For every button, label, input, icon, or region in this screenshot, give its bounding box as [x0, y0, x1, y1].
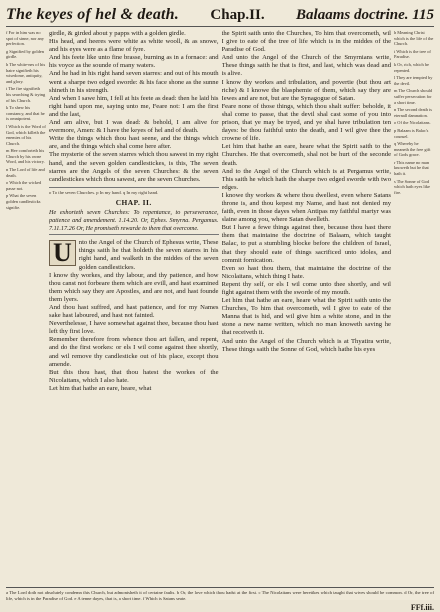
margin-note: m The Church should suffer persecution for a short time.: [394, 88, 433, 105]
verse-text: Even so hast thou them, that maintaine the doctrine of the Nicolaitans, which thing I hate.: [221, 264, 391, 280]
margin-note: k Or, rich, which he repented.: [394, 61, 429, 73]
running-title-right: Balaams doctrine. 115: [296, 7, 434, 23]
verse: [222, 265, 392, 281]
verse-text: Remember therefore from whence thou art fallen, and repent, and do the first workes: or els I wil come against thee shortly, and wil remove thy candlesticke out of his place, except thou amende.: [49, 336, 219, 368]
verse-text: And unto the Angel of the Church of the Smyrnians write, These things saith he that is first, and last, which was dead and is alive.: [221, 54, 391, 78]
verse-text: girdle, & girded about y papps with a golden girdle.: [49, 30, 186, 37]
running-header: [6, 6, 434, 27]
verse: [49, 369, 219, 385]
verse: [222, 143, 392, 167]
page-footnotes: a The Lord doth not absolutely condemn this Church, but admonisheth it of certaine faults. b Or, the love which thou hadst at the first. c The Nicolaitans were heretikes which taught that wives should be common. d Or, the tree of life, which is in the Paradise of God. e A tenne dayes, that is, a short time. f Which is Satans seate.: [6, 587, 434, 601]
verse: [49, 30, 219, 38]
verse: [222, 297, 392, 337]
verse: [222, 168, 392, 192]
margin-note: h The white-nes of his haire signifieth his wisedome, antiquity, and glory.: [6, 61, 46, 84]
verse: [49, 272, 219, 304]
margin-note: i Which is the tree of Paradise.: [394, 48, 431, 60]
verse-text: I knowe thy workes & where thou dwellest, even where Satans throne is, and thou kepest my Name, and hast not denied my faith, even in those dayes when Antipas my faithful martyr was slaine among you, where Satan dwelleth.: [221, 191, 391, 224]
margin-note: m Hee comforteth his Church by his owne Word, and his victory.: [6, 148, 45, 165]
margin-note: n The second death is eternall damnation.: [394, 107, 432, 118]
verse-text: And am alive, but I was dead: & behold, I am alive for evermore, Amen: & I have the keyes of hel and of death.: [49, 119, 219, 135]
verse: [222, 224, 392, 264]
margin-note: f For in him was no spot of sinne, nor any perfection.: [6, 30, 44, 47]
margin-note: o Of the Nicolaitans.: [394, 120, 431, 126]
verse: [222, 54, 392, 78]
margin-note: n The Lord of life and death.: [6, 167, 45, 178]
column-left: [49, 30, 219, 585]
verse: [49, 38, 219, 54]
verse-text: Repent thy self, or els I wil come unto thee shortly, and wil fight against them with the sworde of my mouth.: [221, 280, 391, 296]
running-chapter: Chap.II.: [210, 7, 265, 23]
verse: [49, 239, 219, 271]
verse-text: And he had in his right hand seven starres: and out of his mouth went a sharpe two edged sworde: & his face shone as the sunne shineth in his strength.: [49, 70, 219, 94]
verse-text: But this thou hast, that thou hatest the workes of the Nicolaitans, which I also hate.: [49, 368, 219, 384]
margin-note: i The fire signifieth his searching & trying of his Church.: [6, 86, 46, 103]
margin-note: q Whereby he meaneth the free gift of Gods grace.: [394, 141, 431, 158]
verse: [49, 119, 219, 135]
verse: [49, 70, 219, 94]
verse-text: His head, and heeres were white as white wooll, & as snowe, and his eyes were as a flame of fyre.: [49, 38, 219, 54]
verse: [49, 320, 219, 336]
chapter-argument: He exhorteth seven Churches: To repentance, to perseverance, patience and amendement. 1.14.20. Or, Ephes. Smyrna. Pergamus. 7.11.17.26 Or, He promiseth rewarde to them that overcome.: [49, 209, 219, 235]
verse: [49, 385, 219, 393]
column-footnote: o To the seven Churches. p In my hand. q In my right hand.: [49, 187, 219, 196]
drop-cap: U: [49, 240, 76, 266]
verse: [49, 54, 219, 70]
margin-note: p Balaam is Balac's counsel.: [394, 127, 429, 139]
running-title-left: The keyes of hel & death.: [6, 6, 179, 23]
margin-note: s The Sonne of God which hath eyes like fire.: [394, 178, 430, 195]
verse: [49, 336, 219, 368]
verse: [49, 151, 219, 183]
margin-note: p What the seven golden candlesticks signifie.: [6, 193, 41, 210]
verse-text: But I have a fewe things against thee, because thou hast there them that maintaine the doctrine of Balaam, which taught Balac, to put a stumbling blocke before the children of Israel, that they should eate of things sacrificed unto idoles, and commit fornication.: [221, 224, 391, 264]
verse-text: Let him that hathe an eare, heare what the Spirit saith to the Churches. He that overcometh, shal not be hurt of the seconde death.: [221, 143, 391, 167]
verse: [49, 135, 219, 151]
verse-text: The mysterie of the seven starres which thou sawest in my right hand, and the seven golden candlestickes, is this, The seven starres are the Angels of the seven Churches: & the seven candlestickes which thou sawest, are the seven Churches.: [49, 151, 219, 183]
margin-note: r This name no man knoweth but he that hath it.: [394, 159, 430, 177]
margin-note: h Meaning Christ which is the life of the Church.: [394, 30, 434, 47]
margin-note: l Which is the Word of God, which killeth the enemies of his Church.: [6, 123, 46, 146]
verse: [222, 103, 392, 143]
verse-text: And unto the Angel of the Church which is at Thyatira write, These things saith the Sonne of God, which hathe his eyes: [221, 337, 391, 353]
verse: [49, 95, 219, 119]
verse-text: And to the Angel of the Church which is at Pergamus write, This saith he which hath the sharpe two edged sworde with two edges.: [221, 167, 391, 191]
verse-text: And his feete like unto fine brasse, burning as in a fornace: and his voyce as the sounde of many waters.: [49, 54, 219, 70]
verse: [49, 304, 219, 320]
verse-text: nto the Angel of the Church of Ephesus write, These things saith he that holdeth the seven starres in his right hand, and walketh in the middes of the seven golden candlestickes.: [78, 239, 219, 271]
verse-text: the Spirit saith unto the Churches, To him that overcometh, wil I give to eate of the tree of life which is in the middes of the Paradise of God.: [221, 30, 391, 54]
verse-text: Let him that hathe an eare, heare what the Spirit saith unto the Churches, To him that overcometh, wil I give to eate of the Manna that is hid, and wil give him a white stone, and in the stone a new name written, which no man knoweth saving he that receiveth it.: [221, 297, 391, 337]
chapter-heading: CHAP. II.: [115, 198, 152, 208]
margin-note: k To shew his constancy, and that he is omnipotent.: [6, 105, 45, 122]
verse-text: Neverthelesse, I have somewhat against thee, because thou hast left thy first love.: [49, 320, 219, 336]
margin-note: l They are tempted by the devil.: [394, 75, 433, 86]
margin-note: o Which the wicked passe not.: [6, 180, 42, 191]
verse-text: I know thy workes and tribulation, and povertie (but thou art riche) & I knowe the blasphemie of them, which say they are Iewes and are not, but are the Synagogue of Satan.: [221, 78, 391, 102]
margin-note: g Signified by golden girdle.: [6, 48, 44, 60]
column-right: [222, 30, 392, 585]
verse-text: And thou hast suffred, and hast patience, and for my Names sake hast laboured, and hast not fainted.: [49, 304, 219, 320]
page-body: [6, 30, 434, 585]
verse: [222, 79, 392, 103]
verse-text: Feare none of those things, which thou shalt suffer: beholde, it shal come to passe, that the devil shal cast some of you into prison, that ye may be tryed, and ye shal have tribulation ten dayes: be thou faithful unto the death, and I wil give thee the crowne of life.: [221, 102, 391, 143]
verse-text: And when I sawe him, I fell at his feete as dead: then he laid his right hand upon me, saying unto me, Feare not: I am the first and the last,: [49, 94, 219, 118]
signature-mark: FFf.iii.: [410, 603, 434, 612]
right-margin-notes: [394, 30, 434, 585]
left-margin-notes: [6, 30, 46, 585]
verse: [222, 192, 392, 224]
verse-text: I know thy workes, and thy labour, and thy patience, and how thou canst not forbeare them which are evill, and hast examined them which say they are Apostles, and are not, and hast founde them lyers.: [49, 271, 219, 303]
verse-text: Write the things which thou hast seene, and the things which are, and the things which shal come here after.: [49, 135, 219, 151]
verse: [222, 281, 392, 297]
verse: [222, 338, 392, 354]
verse-text: Let him that hathe an eare, heare, what: [49, 384, 152, 392]
verse: [222, 30, 392, 54]
